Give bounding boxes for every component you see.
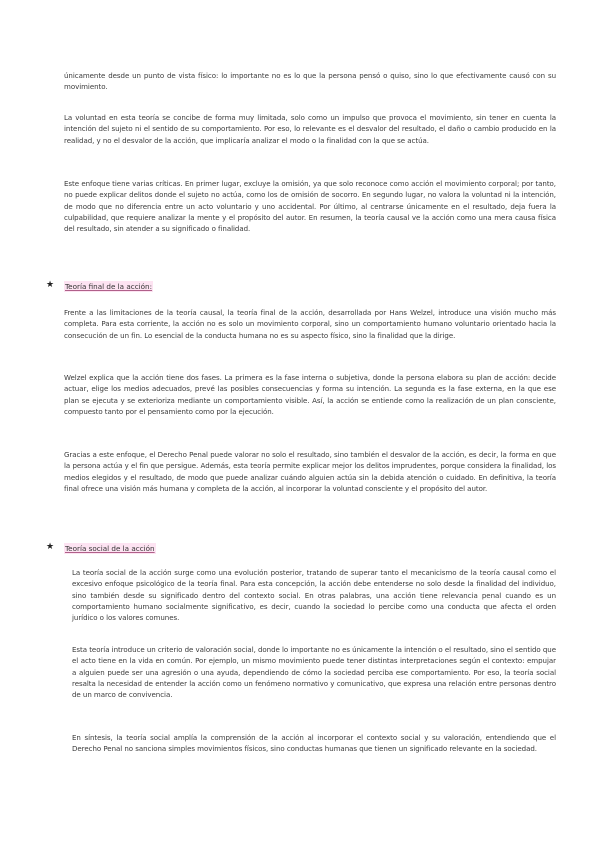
section-heading-social [46, 543, 246, 555]
social-paragraph-2 [72, 644, 556, 700]
star-bullet-icon: ★ [46, 280, 55, 290]
intro-paragraph-2 [64, 112, 556, 146]
paragraph-text: Frente a las limitaciones de la teoría causal, la teoría final de la acción, desarrollada por Hans Welzel, introduce una visión mucho más completa. Para esta corriente, la acción no es solo un movimiento corporal, sino un comportamiento humano voluntario orientado hacia la consecución de un fin. Lo esencial de la conducta humana no es su aspecto físico, sino la finalidad que la dirige. [64, 308, 556, 340]
intro-paragraph-1 [64, 70, 556, 93]
heading-text: Teoría social de la acción [65, 544, 155, 553]
paragraph-text: Gracias a este enfoque, el Derecho Penal puede valorar no solo el resultado, sino también el desvalor de la acción, es decir, la forma en que la persona actúa y el fin que persigue. Además, esta teoría permite explicar mejor los delitos imprudentes, porque considera la finalidad, los medios elegidos y el resultado, de modo que puede analizar cuándo alguien actúa sin la debida atención o cuidado. En definitiva, la teoría final ofrece una visión más humana y completa de la acción, al incorporar la voluntad consciente y el propósito del autor. [64, 450, 556, 493]
paragraph-text: únicamente desde un punto de vista físico: lo importante no es lo que la persona pensó o quiso, sino lo que efectivamente causó con su movimiento. [64, 71, 556, 92]
star-bullet-icon: ★ [46, 542, 55, 552]
paragraph-text: Esta teoría introduce un criterio de valoración social, donde lo importante no es únicamente la intención o el resultado, sino el sentido que el acto tiene en la vida en común. Por ejemplo, un mismo movimiento puede tener distintas interpretaciones según el contexto: empujar a alguien puede ser una agresión o una ayuda, dependiendo de cómo la sociedad perciba ese comportamiento. Por eso, la teoría social resalta la necesidad de entender la acción como un fenómeno normativo y comunicativo, que expresa una relación entre personas dentro de un marco de convivencia. [72, 645, 556, 700]
paragraph-text: Welzel explica que la acción tiene dos fases. La primera es la fase interna o subjetiva, donde la persona elabora su plan de acción: decide actuar, elige los medios adecuados, prevé las posibles consecuencias y forma su intención. La segunda es la fase externa, en la que ese plan se ejecuta y se exterioriza mediante un comportamiento visible. Así, la acción se entiende como la realización de un plan consciente, compuesto tanto por el pensamiento como por la ejecución. [64, 373, 556, 416]
paragraph-text: La voluntad en esta teoría se concibe de forma muy limitada, solo como un impulso que provoca el movimiento, sin tener en cuenta la intención del sujeto ni el sentido de su comportamiento. Por eso, lo relevante es el desvalor del resultado, el daño o cambio producido en la realidad, y no el desvalor de la acción, que implicaría analizar el modo o la finalidad con la que se actúa. [64, 113, 556, 145]
social-paragraph-1 [72, 567, 556, 623]
paragraph-text: En síntesis, la teoría social amplía la comprensión de la acción al incorporar el contexto social y su valoración, entendiendo que el Derecho Penal no sanciona simples movimientos físicos, sino conductas humanas que tienen un significado relevante en la sociedad. [72, 733, 556, 754]
final-paragraph-3 [64, 449, 556, 494]
paragraph-text: Este enfoque tiene varias críticas. En primer lugar, excluye la omisión, ya que solo reconoce como acción el movimiento corporal; por tanto, no puede explicar delitos donde el sujeto no actúa, como los de omisión de socorro. En segundo lugar, no valora la voluntad ni la intención, de modo que no diferencia entre un acto voluntario y uno accidental. Por último, al centrarse únicamente en el resultado, deja fuera la culpabilidad, que requiere analizar la mente y el propósito del autor. En resumen, la teoría causal ve la acción como una mera causa física del resultado, sin atender a su significado o finalidad. [64, 179, 556, 234]
paragraph-text: La teoría social de la acción surge como una evolución posterior, tratando de superar tanto el mecanicismo de la teoría causal como el excesivo enfoque psicológico de la teoría final. Para esta concepción, la acción debe entenderse no solo desde la finalidad del individuo, sino también desde su significado dentro del contexto social. En otras palabras, una acción tiene relevancia penal cuando es un comportamiento humano socialmente significativo, es decir, cuando la sociedad lo percibe como una conducta que afecta el orden jurídico o los valores comunes. [72, 568, 556, 623]
intro-paragraph-3 [64, 178, 556, 234]
heading-text: Teoría final de la acción: [65, 282, 153, 291]
final-paragraph-2 [64, 372, 556, 417]
final-paragraph-1 [64, 307, 556, 341]
section-heading-final [46, 281, 246, 293]
social-paragraph-3 [72, 732, 556, 755]
